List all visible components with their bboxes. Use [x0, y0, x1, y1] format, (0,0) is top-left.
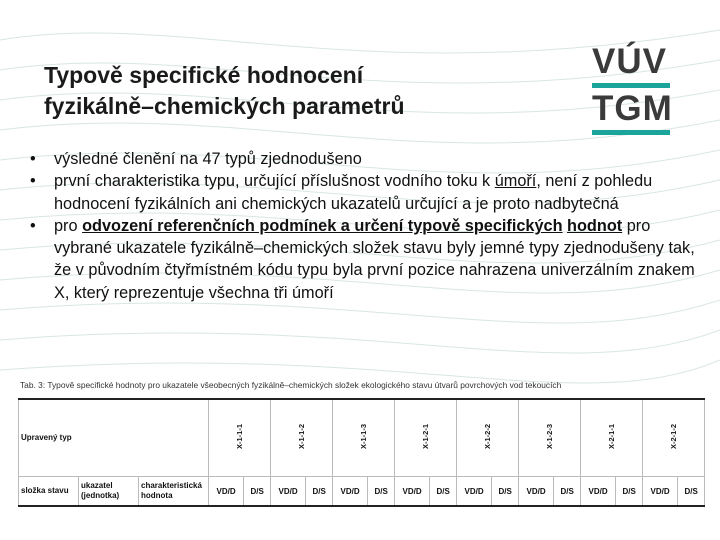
underlined-term-umori: úmoří [494, 172, 537, 191]
table-type-header [457, 399, 519, 477]
column-header-vd: VD/D [395, 477, 430, 507]
column-header-ds: D/S [554, 477, 581, 507]
column-header-ds: D/S [306, 477, 333, 507]
logo-text-vuv: VÚV [592, 42, 667, 81]
table-row [19, 399, 705, 477]
table-type-header [395, 399, 457, 477]
slide-title [44, 60, 405, 122]
emphasized-text: odvození referenčních podmínek a určení typově specifických [82, 216, 563, 235]
bullet-item [30, 148, 702, 170]
column-header-vd: VD/D [333, 477, 368, 507]
bullet-text: první charakteristika typu, určující příslušnost vodního toku k [54, 172, 495, 191]
emphasized-text: hodnot [567, 216, 623, 235]
vuv-tgm-logo [592, 44, 674, 138]
bullet-dot-icon: • [30, 216, 36, 235]
type-code: X-1-2-1 [421, 424, 430, 450]
bullet-dot-icon: • [30, 150, 36, 168]
bullet-text: výsledné členění na 47 typů zjednodušeno [54, 150, 362, 168]
slide-title-line-2: fyzikálně–chemických parametrů [44, 93, 405, 119]
column-header-vd: VD/D [209, 477, 244, 507]
specific-values-table [18, 398, 705, 507]
type-code: X-1-2-3 [545, 424, 554, 450]
column-header-ds: D/S [368, 477, 395, 507]
type-code: X-1-1-1 [235, 424, 244, 450]
column-header-ds: D/S [678, 477, 705, 507]
column-header-vd: VD/D [271, 477, 306, 507]
table-type-header [581, 399, 643, 477]
column-header-slozka: složka stavu [19, 477, 79, 507]
type-code: X-2-1-2 [669, 424, 678, 450]
type-code: X-1-1-2 [297, 424, 306, 450]
table-type-header [271, 399, 333, 477]
table-caption: Tab. 3: Typově specifické hodnoty pro ukazatele všeobecných fyzikálně–chemických složek ekologického stavu útvarů povrchových vod tekoucích [20, 380, 562, 390]
type-code: X-1-2-2 [483, 424, 492, 450]
column-header-vd: VD/D [519, 477, 554, 507]
column-header-ds: D/S [492, 477, 519, 507]
table-type-header [209, 399, 271, 477]
bullet-text: pro vybrané ukazatele fyzikálně–chemických složek stavu byly jemné typy zjednodušeny tak, že v původním čtyřmístném kódu typu byla první pozice nahrazena univerzálním znakem X, který reprezentuje všechna tři úmoří [54, 216, 695, 302]
type-code: X-2-1-1 [607, 424, 616, 450]
column-header-charakteristika: charakteristická hodnota [139, 477, 209, 507]
logo-accent-bar [592, 83, 670, 88]
table-type-header [519, 399, 581, 477]
logo-accent-bar [592, 130, 670, 135]
table-type-header [643, 399, 705, 477]
bullet-item [30, 170, 702, 215]
table-row [19, 477, 705, 507]
column-header-ds: D/S [616, 477, 643, 507]
column-header-vd: VD/D [643, 477, 678, 507]
type-code: X-1-1-3 [359, 424, 368, 450]
logo-text-tgm: TGM [592, 89, 673, 128]
bullet-dot-icon: • [30, 172, 36, 191]
column-header-ds: D/S [430, 477, 457, 507]
bullet-item [30, 215, 702, 304]
bullet-text: , není z pohledu hodnocení fyzikálních ani chemických ukazatelů určující a je proto nadbytečná [54, 172, 653, 213]
bullet-list [30, 148, 702, 304]
bullet-text: pro [54, 216, 83, 235]
column-header-ukazatel: ukazatel (jednotka) [79, 477, 139, 507]
table-type-header [333, 399, 395, 477]
table-row-header: Upravený typ [19, 399, 209, 477]
column-header-vd: VD/D [457, 477, 492, 507]
column-header-vd: VD/D [581, 477, 616, 507]
slide-title-line-1: Typově specifické hodnocení [44, 62, 364, 88]
column-header-ds: D/S [244, 477, 271, 507]
